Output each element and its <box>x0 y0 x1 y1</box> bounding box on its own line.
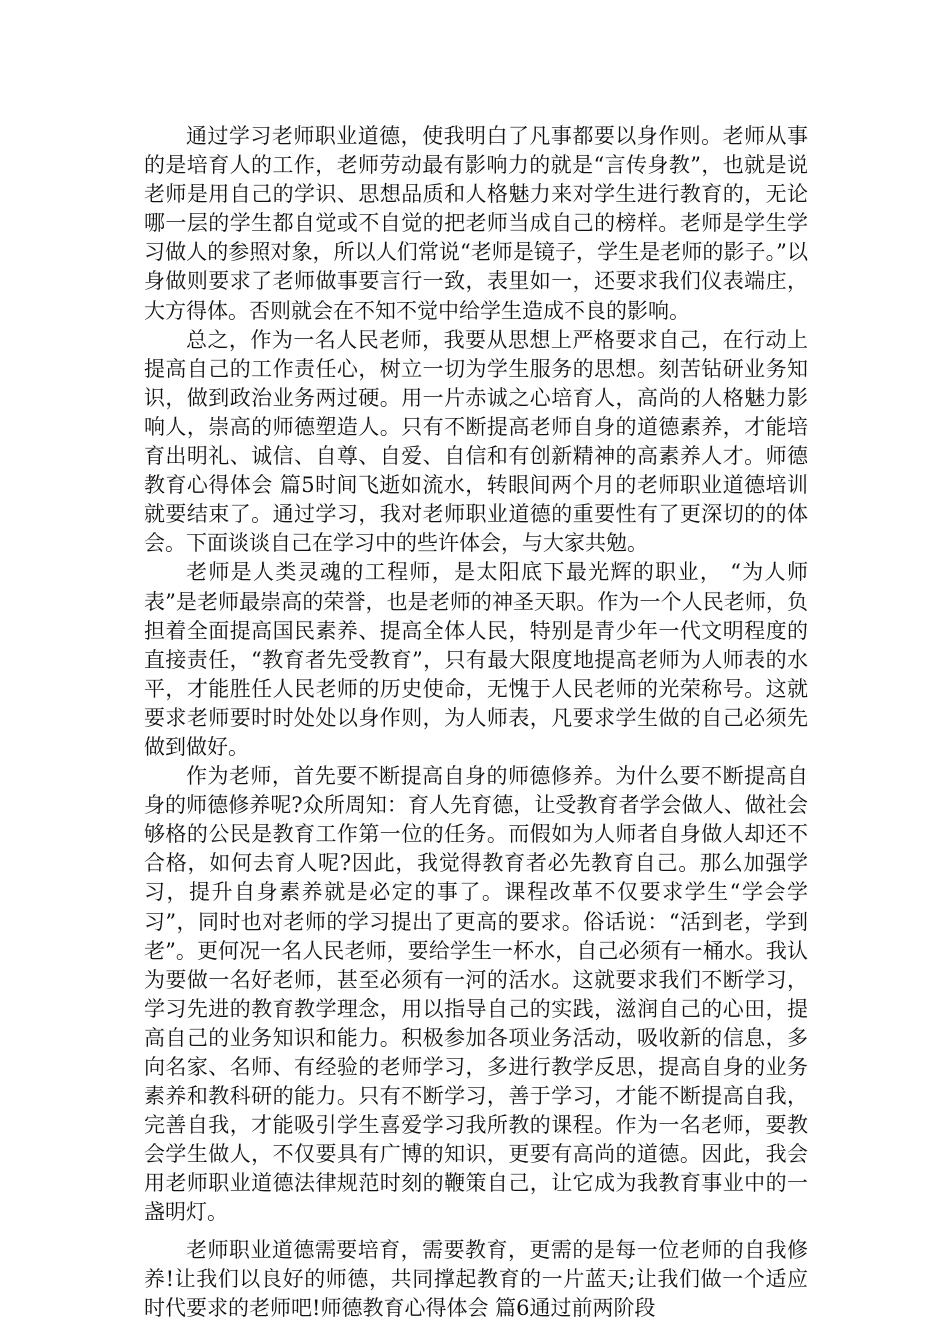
paragraph-5: 老师职业道德需要培育，需要教育，更需的是每一位老师的自我修养!让我们以良好的师德，共同撑起教育的一片蓝天;让我们做一个适应时代要求的老师吧!师德教育心得体会 篇6通过前两阶段 <box>144 1237 808 1320</box>
paragraph-4: 作为老师，首先要不断提高自身的师德修养。为什么要不断提高自身的师德修养呢?众所周知：育人先育德，让受教育者学会做人、做社会够格的公民是教育工作第一位的任务。而假如为人师者自身做人却还不合格，如何去育人呢?因此，我觉得教育者必先教育自己。那么加强学习，提升自身素养就是必定的事了。课程改革不仅要求学生“学会学习”，同时也对老师的学习提出了更高的要求。俗话说：“活到老，学到老”。更何况一名人民老师，要给学生一杯水，自己必须有一桶水。我认为要做一名好老师，甚至必须有一河的活水。这就要求我们不断学习，学习先进的教育教学理念，用以指导自己的实践，滋润自己的心田，提高自己的业务知识和能力。积极参加各项业务活动，吸收新的信息，多向名家、名师、有经验的老师学习，多进行教学反思，提高自身的业务素养和教科研的能力。只有不断学习，善于学习，才能不断提高自我，完善自我，才能吸引学生喜爱学习我所教的课程。作为一名老师，要教会学生做人，不仅要具有广博的知识，更要有高尚的道德。因此，我会用老师职业道德法律规范时刻的鞭策自己，让它成为我教育事业中的一盏明灯。 <box>144 764 808 1225</box>
paragraph-2: 总之，作为一名人民老师，我要从思想上严格要求自己，在行动上提高自己的工作责任心，树立一切为学生服务的思想。刻苦钻研业务知识，做到政治业务两过硬。用一片赤诚之心培育人，高尚的人格魅力影响人，崇高的师德塑造人。只有不断提高老师自身的道德素养，才能培育出明礼、诚信、自尊、自爱、自信和有创新精神的高素养人才。师德教育心得体会 篇5时间飞逝如流水，转眼间两个月的老师职业道德培训就要结束了。通过学习，我对老师职业道德的重要性有了更深切的的体会。下面谈谈自己在学习中的些许体会，与大家共勉。 <box>144 327 808 556</box>
document-body <box>144 122 808 1323</box>
paragraph-3: 老师是人类灵魂的工程师，是太阳底下最光辉的职业， “为人师表”是老师最崇高的荣誉，也是老师的神圣天职。作为一个人民老师，负担着全面提高国民素养、提高全体人民，特别是青少年一代文明程度的直接责任，“教育者先受教育”，只有最大限度地提高老师为人师表的水平，才能胜任人民老师的历史使命，无愧于人民老师的光荣称号。这就要求老师要时时处处以身作则，为人师表，凡要求学生做的自己必须先做到做好。 <box>144 560 808 759</box>
paragraph-1: 通过学习老师职业道德，使我明白了凡事都要以身作则。老师从事的是培育人的工作，老师劳动最有影响力的就是“言传身教”，也就是说老师是用自己的学识、思想品质和人格魅力来对学生进行教育的，无论哪一层的学生都自觉或不自觉的把老师当成自己的榜样。老师是学生学习做人的参照对象，所以人们常说“老师是镜子，学生是老师的影子。”以身做则要求了老师做事要言行一致，表里如一，还要求我们仪表端庄，大方得体。否则就会在不知不觉中给学生造成不良的影响。 <box>144 124 808 323</box>
